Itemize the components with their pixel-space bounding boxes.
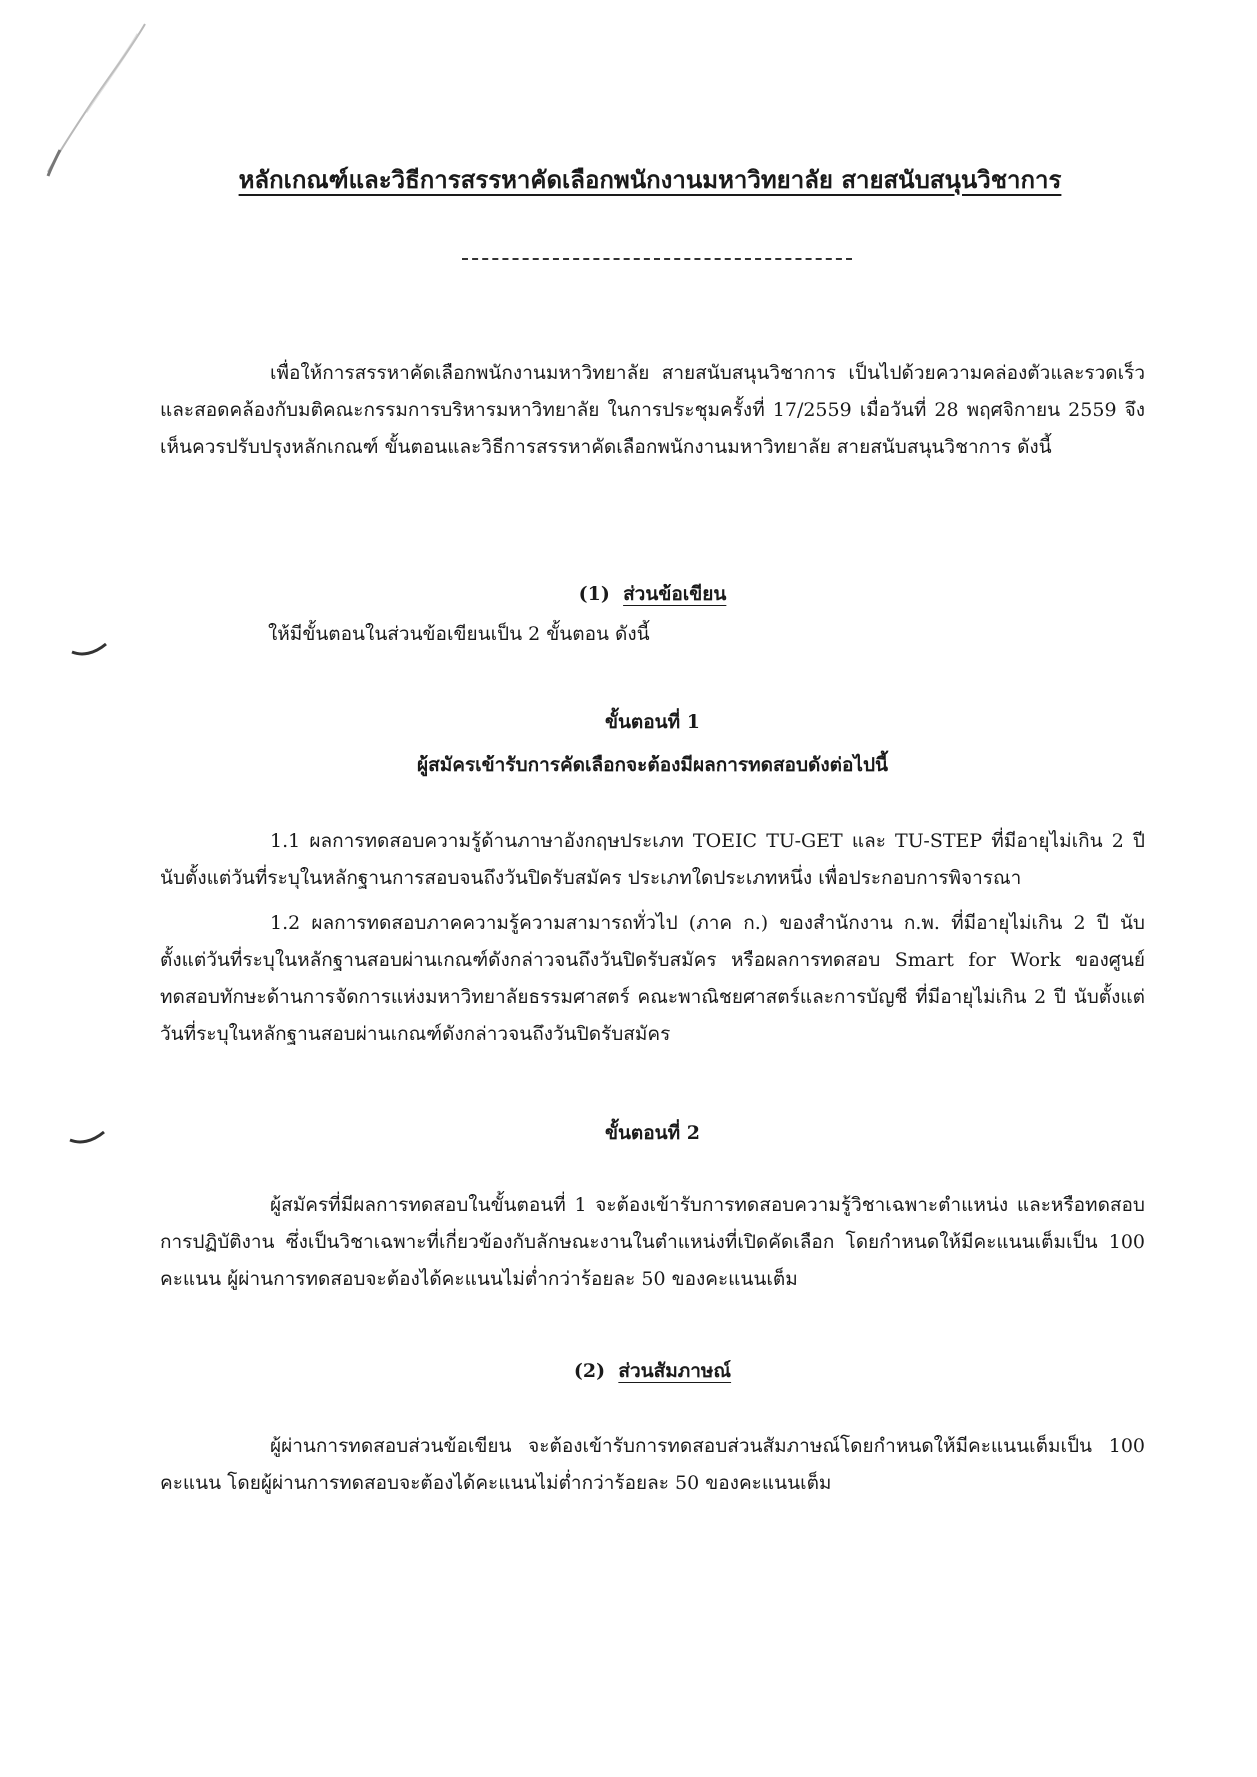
section-1-heading bbox=[160, 576, 1145, 613]
section-2-title: ส่วนสัมภาษณ์ bbox=[618, 1360, 732, 1382]
section-2-number: (2) bbox=[573, 1360, 606, 1382]
step-1-item-2: 1.2 ผลการทดสอบภาคความรู้ความสามารถทั่วไป (ภาค ก.) ของสำนักงาน ก.พ. ที่มีอายุไม่เกิน 2 ปี นับตั้งแต่วันที่ระบุในหลักฐานสอบผ่านเกณฑ์ดังกล่าวจนถึงวันปิดรับสมัคร หรือผลการทดสอบ Smart for Work ของศูนย์ทดสอบทักษะด้านการจัดการแห่งมหาวิทยาลัยธรรมศาสตร์ คณะพาณิชยศาสตร์และการบัญชี ที่มีอายุไม่เกิน 2 ปี นับตั้งแต่วันที่ระบุในหลักฐานสอบผ่านเกณฑ์ดังกล่าวจนถึงวันปิดรับสมัคร bbox=[160, 912, 1145, 1045]
document-title: หลักเกณฑ์และวิธีการสรรหาคัดเลือกพนักงานมหาวิทยาลัย สายสนับสนุนวิชาการ bbox=[238, 165, 1062, 194]
section-1-note: ให้มีขั้นตอนในส่วนข้อเขียนเป็น 2 ขั้นตอน ดังนี้ bbox=[268, 623, 650, 645]
section-2-heading bbox=[160, 1353, 1145, 1390]
scan-streak-mark bbox=[20, 20, 150, 180]
title-divider bbox=[462, 258, 852, 260]
step-2-title: ขั้นตอนที่ 2 bbox=[604, 1122, 701, 1144]
punch-hole-mark-upper bbox=[70, 640, 110, 660]
step-1-title: ขั้นตอนที่ 1 bbox=[604, 711, 701, 733]
step-1-subtitle: ผู้สมัครเข้ารับการคัดเลือกจะต้องมีผลการทดสอบดังต่อไปนี้ bbox=[416, 754, 888, 776]
section-1-title: ส่วนข้อเขียน bbox=[623, 583, 727, 605]
section-1-number: (1) bbox=[578, 583, 610, 605]
section-2-body: ผู้ผ่านการทดสอบส่วนข้อเขียน จะต้องเข้ารับการทดสอบส่วนสัมภาษณ์โดยกำหนดให้มีคะแนนเต็มเป็น 100 คะแนน โดยผู้ผ่านการทดสอบจะต้องได้คะแนนไม่ต่ำกว่าร้อยละ 50 ของคะแนนเต็ม bbox=[160, 1435, 1145, 1494]
step-1-item-1: 1.1 ผลการทดสอบความรู้ด้านภาษาอังกฤษประเภท TOEIC TU-GET และ TU-STEP ที่มีอายุไม่เกิน 2 ปี นับตั้งแต่วันที่ระบุในหลักฐานการสอบจนถึงวันปิดรับสมัคร ประเภทใดประเภทหนึ่ง เพื่อประกอบการพิจารณา bbox=[160, 830, 1145, 889]
step-2-body: ผู้สมัครที่มีผลการทดสอบในขั้นตอนที่ 1 จะต้องเข้ารับการทดสอบความรู้วิชาเฉพาะตำแหน่ง และหรือทดสอบการปฏิบัติงาน ซึ่งเป็นวิชาเฉพาะที่เกี่ยวข้องกับลักษณะงานในตำแหน่งที่เปิดคัดเลือก โดยกำหนดให้มีคะแนนเต็มเป็น 100 คะแนน ผู้ผ่านการทดสอบจะต้องได้คะแนนไม่ต่ำกว่าร้อยละ 50 ของคะแนนเต็ม bbox=[160, 1194, 1145, 1290]
punch-hole-mark-lower bbox=[68, 1128, 108, 1148]
intro-paragraph: เพื่อให้การสรรหาคัดเลือกพนักงานมหาวิทยาลัย สายสนับสนุนวิชาการ เป็นไปด้วยความคล่องตัวและรวดเร็ว และสอดคล้องกับมติคณะกรรมการบริหารมหาวิทยาลัย ในการประชุมครั้งที่ 17/2559 เมื่อวันที่ 28 พฤศจิกายน 2559 จึงเห็นควรปรับปรุงหลักเกณฑ์ ขั้นตอนและวิธีการสรรหาคัดเลือกพนักงานมหาวิทยาลัย สายสนับสนุนวิชาการ ดังนี้ bbox=[160, 362, 1145, 458]
